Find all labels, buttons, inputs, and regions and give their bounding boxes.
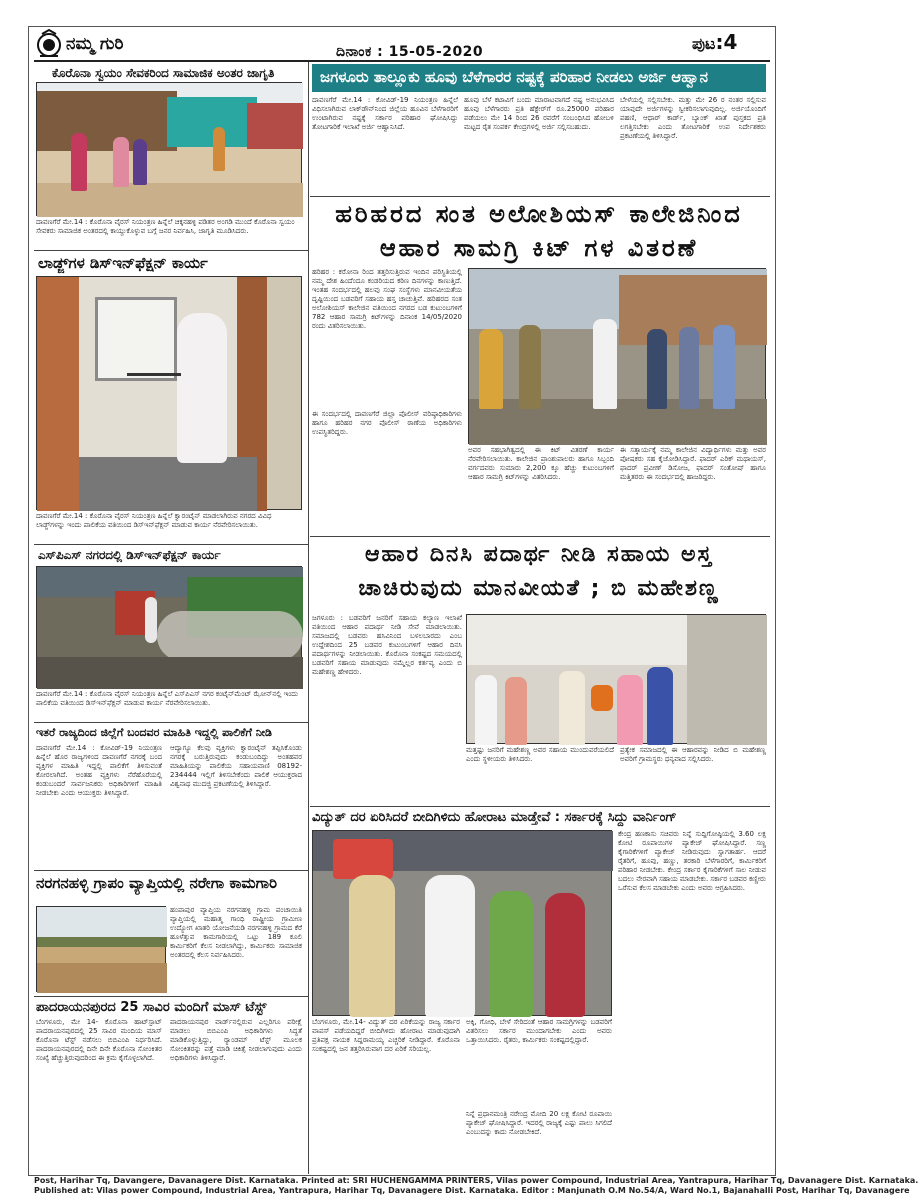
separator: [34, 996, 308, 997]
headline-corona-volunteers: ಕೊರೊನಾ ಸ್ವಯಂ ಸೇವಕರಿಂದ ಸಾಮಾಜಿಕ ಅಂತರ ಜಾಗೃತಿ: [52, 66, 275, 80]
newspaper-emblem-icon: [36, 30, 62, 60]
body-mahesh-col2: ಮತ್ತಷ್ಟು ಜನರಿಗೆ ಮಹೇಶಣ್ಣ ಅವರ ಸಹಾಯ ಮುಂದುವರೆಯಲಿದೆ ಎಂದು ಸ್ಥಳೀಯರು ತಿಳಿಸಿದರು.: [466, 746, 614, 763]
body-aloysius-col1: ಹರಿಹರ : ಕರೋನಾ ರಿಂದ ತತ್ತರಿಸುತ್ತಿರುವ ಇಂದಿನ ಪರಿಸ್ಥಿತಿಯಲ್ಲಿ ನಮ್ಮ ದೇಶ ಹಿಂದೆಂದೂ ಕಂಡರಿಯದ ಕಠಿಣ ದಿನಗಳನ್ನು ಕಾಣುತ್ತಿದೆ. ಇಂತಹ ಸಂದರ್ಭದಲ್ಲಿ ಹಲವು ಸಂಘ ಸಂಸ್ಥೆಗಳು ಮಾನವೀಯತೆಯ ದೃಷ್ಟಿಯಿಂದ ಬಡವರಿಗೆ ಸಹಾಯ ಹಸ್ತ ಚಾಚುತ್ತಿವೆ. ಹರಿಹರದ ಸಂತ ಅಲೋಶಿಯಸ್ ಕಾಲೇಜಿನ ವತಿಯಿಂದ ನಗರದ ಬಡ ಕುಟುಂಬಗಳಿಗೆ 782 ಆಹಾರ ಸಾಮಗ್ರಿ ಕಿಟ್‌ಗಳನ್ನು ದಿನಾಂಕ 14/05/2020 ರಂದು ವಿತರಿಸಲಾಯಿತು.: [312, 268, 462, 330]
body-jagalur-col1: ದಾವಣಗೆರೆ ಮೇ.14 : ಕೋವಿಡ್-19 ನಿಯಂತ್ರಣ ಹಿನ್ನೆಲೆ ವಿಧಿಸಲಾಗಿರುವ ಲಾಕ್‌ಡೌನ್‌ನಿಂದ ಜಿಲ್ಲೆಯ ಹೂವಿನ ಬೆಳೆಗಾರರಿಗೆ ಉಂಟಾಗಿರುವ ನಷ್ಟಕ್ಕೆ ಸರ್ಕಾರ ಪರಿಹಾರ ಘೋಷಿಸಿದ್ದು ತೋಟಗಾರಿಕೆ ಇಲಾಖೆ ಅರ್ಜಿ ಆಹ್ವಾನಿಸಿದೆ.: [312, 96, 458, 131]
imprint-line-2: Published at: Vilas power Compound, Industrial Area, Yantrapura, Harihar Tq, Davanagere Dist. Karnataka. Editor : Manjunath O.M No.54/A, Ward No.1, Bajanahalli Post, Harihar Tq, Davanagere: [34, 1186, 910, 1195]
photo-nrega: [36, 906, 166, 992]
body-aloysius-col2: ಅವರ ಸಹಭಾಗಿತ್ವದಲ್ಲಿ ಈ ಕಿಟ್ ವಿತರಣೆ ಕಾರ್ಯ ನೆರವೇರಿಸಲಾಯಿತು. ಕಾಲೇಜಿನ ಪ್ರಾಂಶುಪಾಲರು ಹಾಗೂ ಸಿಬ್ಬಂದಿ ವರ್ಗದವರು ಸುಮಾರು 2,200 ಕ್ಕೂ ಹೆಚ್ಚು ಕುಟುಂಬಗಳಿಗೆ ಆಹಾರ ಸಾಮಗ್ರಿ ಕಿಟ್‌ಗಳನ್ನು ವಿತರಿಸಿದರು.: [468, 446, 614, 481]
headline-mahesh-line2: ಚಾಚಿರುವುದು ಮಾನವೀಯತೆ ; ಬಿ ಮಹೇಶಣ್ಣ: [358, 576, 720, 601]
separator: [34, 870, 308, 871]
photo-electricity: [312, 830, 612, 1016]
page-number-value: :4: [715, 30, 738, 54]
body-electricity-col2b: ನಿನ್ನೆ ಪ್ರಧಾನಮಂತ್ರಿ ನರೇಂದ್ರ ಮೋದಿ 20 ಲಕ್ಷ ಕೋಟಿ ರೂಪಾಯಿ ಪ್ಯಾಕೇಜ್ ಘೋಷಿಸಿದ್ದಾರೆ. ಇದರಲ್ಲಿ ರಾಜ್ಯಕ್ಕೆ ಎಷ್ಟು ಪಾಲು ಸಿಗಲಿದೆ ಎಂಬುದನ್ನು ಕಾದು ನೋಡಬೇಕಿದೆ.: [466, 1110, 612, 1136]
page-number: [692, 30, 737, 54]
headline-jagalur: ಜಗಳೂರು ತಾಲ್ಲೂಕು ಹೂವು ಬೆಳೆಗಾರರ ನಷ್ಟಕ್ಕೆ ಪರಿಹಾರ ನೀಡಲು ಅರ್ಜಿ ಆಹ್ವಾನ: [312, 64, 766, 92]
caption-sps-disinfection: ದಾವಣಗೆರೆ ಮೇ.14 : ಕೊರೊನಾ ವೈರಸ್ ನಿಯಂತ್ರಣ ಹಿನ್ನೆಲೆ ಎಸ್‌ಪಿಎಸ್ ನಗರ ಕಂಟೈನ್‌ಮೆಂಟ್ ಝೋನ್‌ನಲ್ಲಿ ಇಂದು ಪಾಲಿಕೆಯ ವತಿಯಿಂದ ಡಿಸ್‌ಇನ್‌ಫೆಕ್ಷನ್ ಮಾಡುವ ಕಾರ್ಯ ನೆರವೇರಿಸಲಾಯಿತು.: [36, 690, 299, 707]
imprint-line-1: Post, Harihar Tq, Davangere, Davanagere Dist. Karnataka. Printed at: SRI HUCHENGAMMA PRINTERS, Vilas power Compound, Industrial Area, Yantrapura, Harihar Tq, Davanagere Dist. Karnataka.: [34, 1176, 918, 1185]
photo-corona-volunteers: [36, 82, 302, 216]
body-aloysius-col3: ಈ ಸತ್ಕಾರ್ಯಕ್ಕೆ ನಮ್ಮ ಕಾಲೇಜಿನ ವಿದ್ಯಾರ್ಥಿಗಳು ಮತ್ತು ಅವರ ಪೋಷಕರು ಸಹ ಕೈಜೋಡಿಸಿದ್ದಾರೆ. ಫಾದರ್ ಎರಿಕ್ ಮಥಾಯಸ್, ಫಾದರ್ ಪ್ರವೀಣ್ ಡಿಸೋಜ, ಫಾದರ್ ಸಂತೋಷ್ ಹಾಗೂ ಮತ್ತಿತರರು ಈ ಸಂದರ್ಭದಲ್ಲಿ ಹಾಜರಿದ್ದರು.: [620, 446, 766, 481]
headline-mask-test: ಪಾದರಾಯನಪುರದ 25 ಸಾವಿರ ಮಂದಿಗೆ ಮಾಸ್ ಟೆಸ್ಟ್: [36, 1000, 267, 1015]
photo-aloysius: [468, 268, 766, 444]
separator: [310, 536, 770, 537]
headline-aloysius-line2: ಆಹಾರ ಸಾಮಗ್ರಿ ಕಿಟ್ ಗಳ ವಿತರಣೆ: [379, 234, 699, 262]
body-nrega: ಹಂಪಾಪುರ ವ್ಯಾಪ್ತಿಯ ನರಗನಹಳ್ಳಿ ಗ್ರಾಮ ಪಂಚಾಯಿತಿ ವ್ಯಾಪ್ತಿಯಲ್ಲಿ ಮಹಾತ್ಮ ಗಾಂಧಿ ರಾಷ್ಟ್ರೀಯ ಗ್ರಾಮೀಣ ಉದ್ಯೋಗ ಖಾತರಿ ಯೋಜನೆಯಡಿ ನರಗನಹಳ್ಳಿ ಗ್ರಾಮದ ಕೆರೆ ಹೂಳೆತ್ತುವ ಕಾಮಗಾರಿಯಲ್ಲಿ ಒಟ್ಟು 189 ಕೂಲಿ ಕಾರ್ಮಿಕರಿಗೆ ಕೆಲಸ ನೀಡಲಾಗಿದ್ದು, ಕಾರ್ಮಿಕರು ಸಾಮಾಜಿಕ ಅಂತರದಲ್ಲಿ ಕೆಲಸ ನಿರ್ವಹಿಸಿದರು.: [170, 906, 302, 959]
separator: [34, 722, 308, 723]
separator: [34, 250, 308, 251]
body-other-states-col2: ಆದ್ಯಾಗ್ಯೂ ಕೆಲವು ವ್ಯಕ್ತಿಗಳು ಕ್ವಾರಂಟೈನ್ ತಪ್ಪಿಸಿಕೊಂಡು ನಗರಕ್ಕೆ ಬರುತ್ತಿರುವುದು ಕಂಡುಬಂದಿದ್ದು ಅಂತಹವರ ಮಾಹಿತಿಯನ್ನು ಪಾಲಿಕೆಯ ಸಹಾಯವಾಣಿ 08192-234444 ಇಲ್ಲಿಗೆ ತಿಳಿಸಬೇಕೆಂದು ಪಾಲಿಕೆ ಆಯುಕ್ತರಾದ ವಿಶ್ವನಾಥ ಮುದಜ್ಜಿ ಪ್ರಕಟಣೆಯಲ್ಲಿ ತಿಳಿಸಿದ್ದಾರೆ.: [170, 744, 302, 788]
column-separator: [308, 62, 309, 1174]
separator: [34, 544, 308, 545]
body-aloysius-col1b: ಈ ಸಂದರ್ಭದಲ್ಲಿ ದಾವಣಗೆರೆ ಜಿಲ್ಲಾ ಪೊಲೀಸ್ ವರಿಷ್ಠಾಧಿಕಾರಿಗಳು ಹಾಗೂ ಹರಿಹರ ನಗರ ಪೊಲೀಸ್ ಠಾಣೆಯ ಅಧಿಕಾರಿಗಳು ಉಪಸ್ಥಿತರಿದ್ದರು.: [312, 410, 462, 436]
body-electricity-col3: ಕೇಂದ್ರ ಹಣಕಾಸು ಸಚಿವರು ನಿನ್ನೆ ಸುದ್ದಿಗೋಷ್ಠಿಯಲ್ಲಿ 3.60 ಲಕ್ಷ ಕೋಟಿ ರೂಪಾಯಿಗಳ ಪ್ಯಾಕೇಜ್ ಘೋಷಿಸಿದ್ದಾರೆ. ಸಣ್ಣ ಕೈಗಾರಿಕೆಗಳಿಗೆ ಪ್ಯಾಕೇಜ್ ನೀಡಿರುವುದು ಸ್ವಾಗತಾರ್ಹ. ಆದರೆ ರೈತರಿಗೆ, ಹೂವು, ಹಣ್ಣು, ತರಕಾರಿ ಬೆಳೆಗಾರರಿಗೆ, ಕಾರ್ಮಿಕರಿಗೆ ಪರಿಹಾರ ನೀಡಬೇಕು. ಕೇಂದ್ರ ಸರ್ಕಾರ ಕೈಗಾರಿಕೆಗಳಿಗೆ ಸಾಲ ನೀಡುವ ಬದಲು ನೇರವಾಗಿ ಸಹಾಯ ಮಾಡಬೇಕು. ಸರ್ಕಾರ ಬಡವರ ಕಣ್ಣೀರು ಒರೆಸುವ ಕೆಲಸ ಮಾಡಬೇಕು ಎಂದು ಅವರು ಆಗ್ರಹಿಸಿದರು.: [618, 830, 766, 892]
headline-sps-disinfection: ಎಸ್‌ಪಿಎಸ್ ನಗರದಲ್ಲಿ ಡಿಸ್‌ಇನ್‌ಫೆಕ್ಷನ್ ಕಾರ್ಯ: [38, 548, 221, 562]
body-mask-test-col2: ಪಾದರಾಯನಪುರ ವಾರ್ಡ್‌ನಲ್ಲಿರುವ ಎಲ್ಲರಿಗೂ ಪರೀಕ್ಷೆ ಮಾಡಲು ಬಿಬಿಎಂಪಿ ಅಧಿಕಾರಿಗಳು ಸಿದ್ಧತೆ ಮಾಡಿಕೊಳ್ಳುತ್ತಿದ್ದು, ರ‍್ಯಾಂಡಮ್ ಟೆಸ್ಟ್ ಮೂಲಕ ಸೋಂಕಿತರನ್ನು ಪತ್ತೆ ಮಾಡಿ ಚಿಕಿತ್ಸೆ ನೀಡಲಾಗುವುದು ಎಂದು ಅಧಿಕಾರಿಗಳು ತಿಳಿಸಿದ್ದಾರೆ.: [170, 1018, 302, 1062]
body-jagalur-col2: ಹೂವು ಬೆಳೆ ಕಟಾವಿಗೆ ಬಂದು ಮಾರಾಟವಾಗದೆ ನಷ್ಟ ಅನುಭವಿಸಿದ ಹೂವು ಬೆಳೆಗಾರರು ಪ್ರತಿ ಹೆಕ್ಟೇರ್‌ಗೆ ರೂ.25000 ಪರಿಹಾರ ಪಡೆಯಲು ಮೇ 14 ರಿಂದ 26 ರವರೆಗೆ ಸಂಬಂಧಿಸಿದ ಹೋಬಳಿ ಮಟ್ಟದ ರೈತ ಸಂಪರ್ಕ ಕೇಂದ್ರಗಳಲ್ಲಿ ಅರ್ಜಿ ಸಲ್ಲಿಸಬಹುದು.: [464, 96, 614, 131]
issue-date: ದಿನಾಂಕ : 15-05-2020: [336, 44, 484, 60]
body-mask-test-col1: ಬೆಂಗಳೂರು, ಮೇ 14- ಕೊರೊನಾ ಹಾಟ್‌ಸ್ಪಾಟ್ ಪಾದರಾಯನಪುರದಲ್ಲಿ 25 ಸಾವಿರ ಮಂದಿಯ ಮಾಸ್ ಕೊರೊನಾ ಟೆಸ್ಟ್ ನಡೆಸಲು ಬಿಬಿಎಂಪಿ ನಿರ್ಧರಿಸಿದೆ. ಪಾದರಾಯನಪುರದಲ್ಲಿ ದಿನೇ ದಿನೇ ಕೊರೊನಾ ಸೋಂಕಿತರ ಸಂಖ್ಯೆ ಹೆಚ್ಚುತ್ತಿರುವುದರಿಂದ ಈ ಕ್ರಮ ಕೈಗೊಳ್ಳಲಾಗಿದೆ.: [36, 1018, 162, 1062]
body-electricity-col2: ಅಕ್ಕಿ, ಗೋಧಿ, ಬೇಳೆ ಸೇರಿದಂತೆ ಆಹಾರ ಸಾಮಗ್ರಿಗಳನ್ನು ಬಡವರಿಗೆ ವಿತರಿಸಲು ಸರ್ಕಾರ ಮುಂದಾಗಬೇಕು ಎಂದು ಅವರು ಒತ್ತಾಯಿಸಿದರು. ರೈತರು, ಕಾರ್ಮಿಕರು ಸಂಕಷ್ಟದಲ್ಲಿದ್ದಾರೆ.: [466, 1018, 612, 1044]
headline-other-states: ಇತರೆ ರಾಜ್ಯದಿಂದ ಜಿಲ್ಲೆಗೆ ಬಂದವರ ಮಾಹಿತಿ ಇದ್ದಲ್ಲಿ ಪಾಲಿಕೆಗೆ ನೀಡಿ: [36, 726, 272, 739]
caption-lodge-disinfection: ದಾವಣಗೆರೆ ಮೇ.14 : ಕೊರೊನಾ ವೈರಸ್ ನಿಯಂತ್ರಣ ಹಿನ್ನೆಲೆ ಕ್ವಾರಂಟೈನ್ ಮಾಡಲಾಗಿರುವ ನಗರದ ವಿವಿಧ ಲಾಡ್ಜ್‌ಗಳನ್ನು ಇಂದು ಪಾಲಿಕೆಯ ವತಿಯಿಂದ ಡಿಸ್‌ಇನ್‌ಫೆಕ್ಷನ್ ಮಾಡುವ ಕಾರ್ಯ ನೆರವೇರಿಸಲಾಯಿತು.: [36, 512, 272, 529]
headline-aloysius-line1: ಹರಿಹರದ ಸಂತ ಅಲೋಶಿಯಸ್ ಕಾಲೇಜಿನಿಂದ: [335, 200, 743, 228]
body-other-states-col1: ದಾವಣಗೆರೆ ಮೇ.14 : ಕೋವಿಡ್-19 ನಿಯಂತ್ರಣ ಹಿನ್ನೆಲೆ ಹೊರ ರಾಜ್ಯಗಳಿಂದ ದಾವಣಗೆರೆ ನಗರಕ್ಕೆ ಬಂದ ವ್ಯಕ್ತಿಗಳ ಮಾಹಿತಿ ಇದ್ದಲ್ಲಿ ಪಾಲಿಕೆಗೆ ತಿಳಿಸುವಂತೆ ಕೋರಲಾಗಿದೆ. ಅಂತಹ ವ್ಯಕ್ತಿಗಳು ನೆರೆಹೊರೆಯಲ್ಲಿ ಕಂಡುಬಂದರೆ ಸಾರ್ವಜನಿಕರು ಅಧಿಕಾರಿಗಳಿಗೆ ಮಾಹಿತಿ ನೀಡಬೇಕು ಎಂದು ಆಯುಕ್ತರು ತಿಳಿಸಿದ್ದಾರೆ.: [36, 744, 162, 797]
headline-mahesh-line1: ಆಹಾರ ದಿನಸಿ ಪದಾರ್ಥ ನೀಡಿ ಸಹಾಯ ಅಸ್ತ: [364, 542, 713, 567]
imprint-footer: [34, 1176, 918, 1196]
headline-electricity: ವಿದ್ಯುತ್ ದರ ಏರಿಸಿದರೆ ಬೀದಿಗಿಳಿದು ಹೋರಾಟ ಮಾಡ್ತೇವೆ : ಸರ್ಕಾರಕ್ಕೆ ಸಿದ್ದು ವಾರ್ನಿಂಗ್: [312, 810, 677, 825]
body-mahesh-col1: ಜಗಳೂರು : ಬಡವರಿಗೆ ಜನರಿಗೆ ಸಹಾಯ ಕಲ್ಯಾಣ ಇಲಾಖೆ ವತಿಯಿಂದ ಆಹಾರ ಪದಾರ್ಥ ನೀಡಿ ಸೇವೆ ಮಾಡಲಾಯಿತು. ಸಮಾಜದಲ್ಲಿ ಬಡವರು ಹಸಿವಿನಿಂದ ಬಳಲಬಾರದು ಎಂಬ ಉದ್ದೇಶದಿಂದ 25 ಬಡವರ ಕುಟುಂಬಗಳಿಗೆ ಆಹಾರ ದಿನಸಿ ಪದಾರ್ಥಗಳನ್ನು ನೀಡಲಾಯಿತು. ಕೊರೊನಾ ಸಂಕಷ್ಟದ ಸಮಯದಲ್ಲಿ ಬಡವರಿಗೆ ಸಹಾಯ ಮಾಡುವುದು ನಮ್ಮೆಲ್ಲರ ಕರ್ತವ್ಯ ಎಂದು ಬಿ ಮಹೇಶಣ್ಣ ಹೇಳಿದರು.: [312, 614, 462, 676]
caption-corona-volunteers: ದಾವಣಗೆರೆ ಮೇ.14 : ಕೊರೊನಾ ವೈರಸ್ ನಿಯಂತ್ರಣ ಹಿನ್ನೆಲೆ ಚಿಕ್ಕನಹಳ್ಳಿ ಪಡಿತರ ಅಂಗಡಿ ಮುಂದೆ ಕೊರೊನಾ ಸ್ವಯಂ ಸೇವಕರು ಸಾಮಾಜಿಕ ಅಂತರದಲ್ಲಿ ಕಾಯ್ದುಕೊಳ್ಳುವ ಬಗ್ಗೆ ಜನರ ನಿರ್ವಹಿಸಿ, ಜಾಗೃತಿ ಮೂಡಿಸಿದರು.: [36, 218, 295, 235]
photo-sps-disinfection: [36, 566, 302, 688]
masthead-rule: [34, 60, 770, 62]
body-electricity-col1: ಬೆಂಗಳೂರು, ಮೇ.14- ವಿದ್ಯುತ್ ದರ ಏರಿಕೆಯನ್ನು ರಾಜ್ಯ ಸರ್ಕಾರ ವಾಪಸ್ ಪಡೆಯದಿದ್ದರೆ ಬೀದಿಗಿಳಿದು ಹೋರಾಟ ಮಾಡುವುದಾಗಿ ಪ್ರತಿಪಕ್ಷ ನಾಯಕ ಸಿದ್ದರಾಮಯ್ಯ ಎಚ್ಚರಿಕೆ ನೀಡಿದ್ದಾರೆ. ಕೊರೊನಾ ಸಂಕಷ್ಟದಲ್ಲಿ ಜನ ತತ್ತರಿಸಿರುವಾಗ ದರ ಏರಿಕೆ ಸರಿಯಲ್ಲ.: [312, 1018, 460, 1053]
page-label: ಪುಟ: [692, 34, 716, 53]
photo-mahesh: [466, 614, 766, 744]
photo-lodge-disinfection: [36, 276, 302, 510]
headline-nrega: ನರಗನಹಳ್ಳಿ ಗ್ರಾಪಂ ವ್ಯಾಪ್ತಿಯಲ್ಲಿ ನರೇಗಾ ಕಾಮಗಾರಿ: [36, 874, 278, 892]
body-jagalur-col3: ಬೇಳೆಯಲ್ಲಿ ಸಲ್ಲಿಸಬೇಕು. ಮತ್ತು ಮೇ 26 ರ ನಂತರ ಸಲ್ಲಿಸುವ ಯಾವುದೇ ಅರ್ಜಿಗಳನ್ನು ಸ್ವೀಕರಿಸಲಾಗುವುದಿಲ್ಲ. ಅರ್ಜಿಯೊಂದಿಗೆ ಪಹಣಿ, ಆಧಾರ್ ಕಾರ್ಡ್, ಬ್ಯಾಂಕ್ ಖಾತೆ ಪುಸ್ತಕದ ಪ್ರತಿ ಲಗತ್ತಿಸಬೇಕು ಎಂದು ತೋಟಗಾರಿಕೆ ಉಪ ನಿರ್ದೇಶಕರು ಪ್ರಕಟಣೆಯಲ್ಲಿ ತಿಳಿಸಿದ್ದಾರೆ.: [620, 96, 766, 140]
separator: [310, 196, 770, 197]
body-mahesh-col3: ಪ್ರತ್ಯೇಕ ಸಮಾಜದಲ್ಲಿ ಈ ಆಹಾರವನ್ನು ನೀಡಿದ ಬಿ ಮಹೇಶಣ್ಣ ಅವರಿಗೆ ಗ್ರಾಮಸ್ಥರು ಧನ್ಯವಾದ ಸಲ್ಲಿಸಿದರು.: [620, 746, 766, 763]
paper-name: ನಮ್ಮ ಗುರಿ: [66, 34, 124, 54]
headline-lodge-disinfection: ಲಾಡ್ಜ್‌ಗಳ ಡಿಸ್‌ಇನ್‌ಫೆಕ್ಷನ್ ಕಾರ್ಯ: [38, 254, 208, 272]
separator: [310, 806, 770, 807]
